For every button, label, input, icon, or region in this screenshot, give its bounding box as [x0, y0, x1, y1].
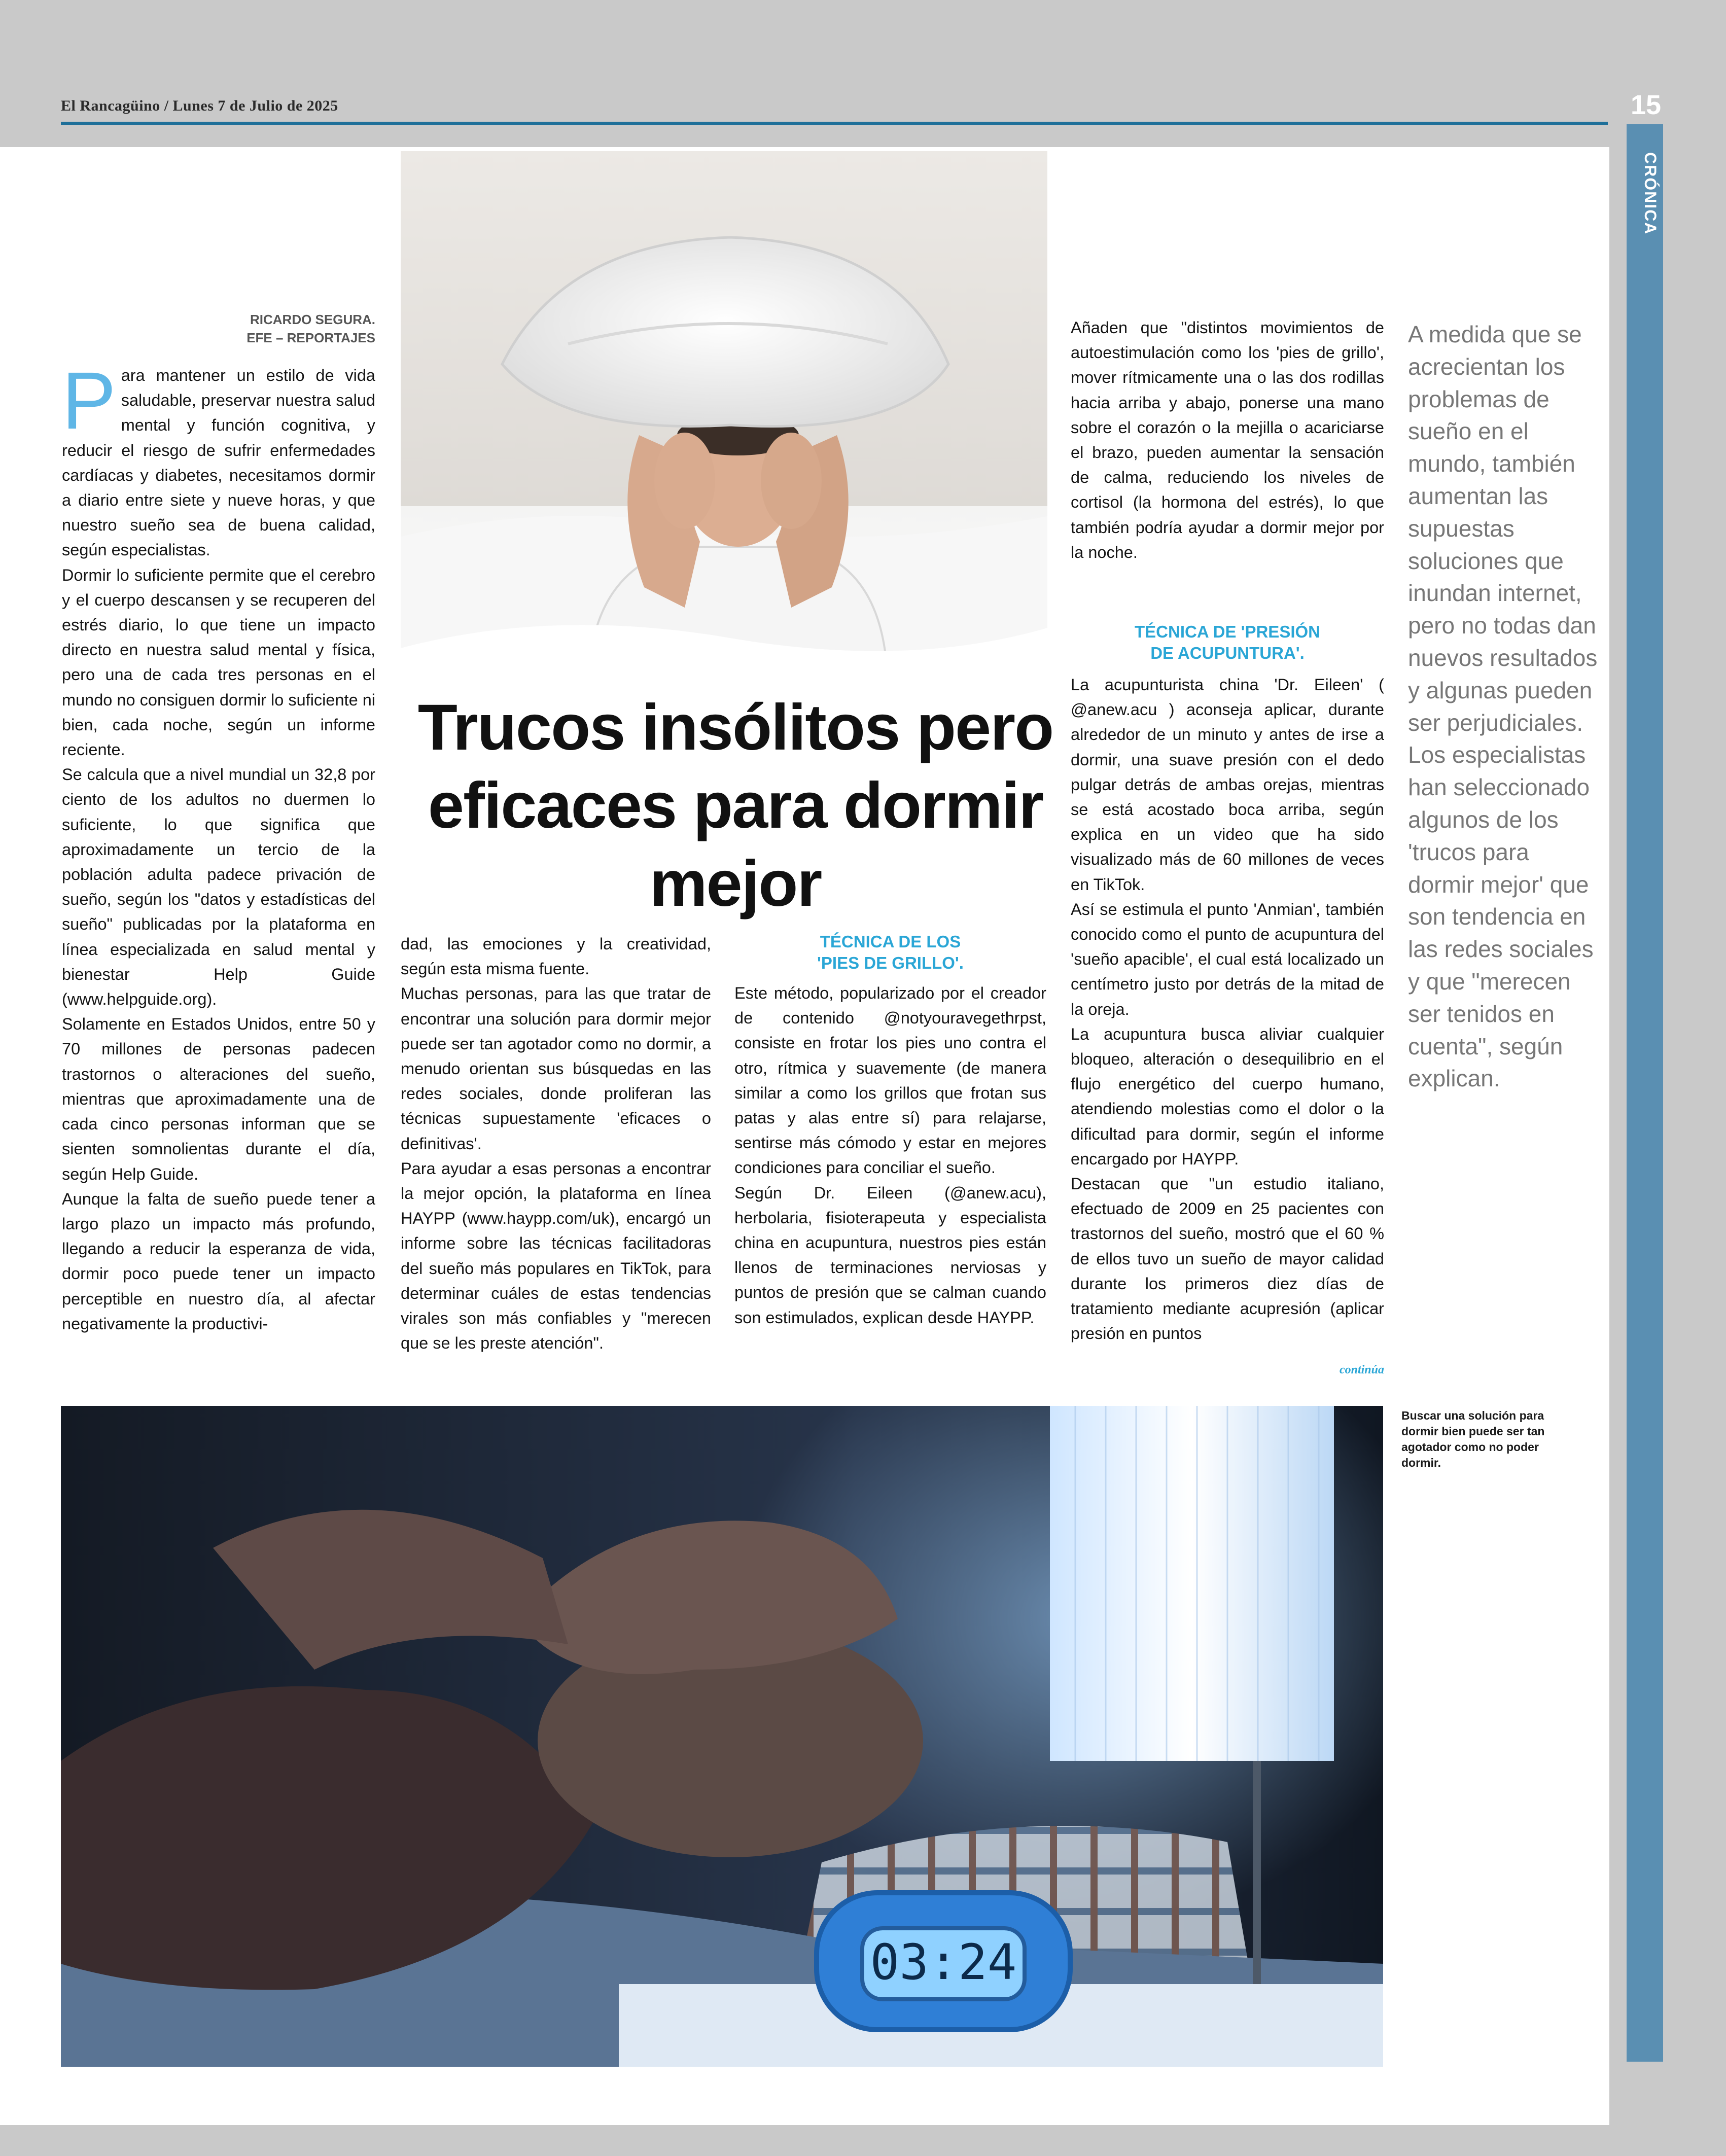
alarm-clock-display: 03:24: [870, 1934, 1017, 1991]
paragraph: Se calcula que a nivel mundial un 32,8 por ciento de los adultos no duermen lo suficiente, lo que significa que aproximadamente un tercio de la población adulta padece privación de sueño, según los "datos y estadísticas del sueño" publicadas por la plataforma en línea especializada en salud mental y bienestar Help Guide (www.helpguide.org).: [62, 765, 375, 1009]
headline: Trucos insólitos pero eficaces para dormir mejor: [417, 691, 1053, 920]
paragraph: Así se estimula el punto 'Anmian', también conocido como el punto de acupuntura del 'sueño apacible', el cual está localizado un centímetro justo por detrás de la mitad de la oreja.: [1071, 900, 1384, 1018]
paragraph: Dormir lo suficiente permite que el cerebro y el cuerpo descansen y se recuperen del estrés diario, lo que tiene un impacto directo en nuestra salud mental y física, pero una de cada tres personas en el mundo no consiguen dormir lo suficiente ni bien, cada noche, según un informe reciente.: [62, 565, 375, 759]
paragraph: La acupunturista china 'Dr. Eileen' ( @anew.acu ) aconseja aplicar, durante alrededor de un minuto y antes de irse a dormir, una suave presión con el dedo pulgar detrás de ambas orejas, mientras se está acostado boca arriba, según explica en un video que ha sido visualizado más de 60 millones de veces en TikTok.: [1071, 676, 1384, 894]
paragraph: La acupuntura busca aliviar cualquier bloqueo, alteración o desequilibrio en el flujo energético del cuerpo humano, atendiendo molestias como el dolor o la dificultad para dormir, según el informe encargado por HAYPP.: [1071, 1024, 1384, 1168]
paragraph: Según Dr. Eileen (@anew.acu), herbolaria, fisioterapeuta y especialista china en acupuntura, nuestros pies están llenos de terminaciones nerviosas y puntos de presión que se calman cuando son estimulados, explican desde HAYPP.: [734, 1183, 1046, 1327]
section-strip: [1627, 124, 1663, 2062]
paragraph: Para ayudar a esas personas a encontrar la mejor opción, la plataforma en línea HAYPP (www.haypp.com/uk), encargó un informe sobre las técnicas facilitadoras del sueño más populares en TikTok, para determinar cuáles de estas tendencias virales son más confiables y "merecen que se les preste atención".: [401, 1159, 711, 1353]
photo-sleepless-man-illustration: [61, 1406, 1383, 2067]
page-number: 15: [1630, 90, 1662, 120]
section-label: CRÓNICA: [1641, 152, 1660, 235]
subhead-pies-de-grillo: [734, 931, 1046, 974]
article-column-3: [734, 981, 1046, 1330]
continua-marker: continúa: [1339, 1363, 1384, 1376]
subhead-line: TÉCNICA DE LOS: [820, 932, 961, 951]
paragraph: dad, las emociones y la creatividad, según esta misma fuente.: [401, 935, 711, 978]
photo-man-with-pillow: [401, 151, 1047, 747]
article-column-4: [1071, 673, 1384, 1346]
drop-cap: P: [62, 355, 116, 446]
byline-agency: EFE – REPORTAJES: [246, 330, 375, 345]
article-column-1: [62, 355, 375, 1393]
paragraph: Muchas personas, para las que tratar de encontrar una solución para dormir mejor puede ser tan agotador como no dormir, a menudo orientan sus búsquedas en las redes sociales, donde proliferan las técnicas supuestamente 'eficaces o definitivas'.: [401, 984, 711, 1153]
photo-sleepless-man-alarm-clock: [61, 1406, 1383, 2067]
paragraph: Este método, popularizado por el creador de contenido @notyouravegethrpst, consiste en frotar los pies uno contra el otro, rítmica y suavemente (de manera similar a como los grillos que frotan sus patas y alas entre sí) para relajarse, sentirse más cómodo y estar en mejores condiciones para conciliar el sueño.: [734, 984, 1046, 1177]
paragraph: Añaden que "distintos movimientos de autoestimulación como los 'pies de grillo', mover rítmicamente una o las dos rodillas hacia arriba y abajo, ponerse una mano sobre el corazón o la mejilla o acariciarse el brazo, pueden aumentar la sensación de calma, reduciendo los niveles de cortisol (la hormona del estrés), lo que también podría ayudar a dormir mejor por la noche.: [1071, 319, 1384, 561]
paragraph: ara mantener un estilo de vida saludable, preservar nuestra salud mental y función cognitiva, y reducir el riesgo de sufrir enfermedades cardíacas y diabetes, necesitamos dormir a diario entre siete y nueve horas, y que nuestro sueño sea de buena calidad, según especialistas.: [62, 366, 375, 559]
article-column-4-intro: [1071, 315, 1384, 565]
masthead-rule: [61, 122, 1608, 125]
paragraph: Destacan que "un estudio italiano, efectuado de 2009 en 25 pacientes con trastornos del sueño, mostró que el 60 % de ellos tuvo un sueño de mayor calidad durante los primeros diez días de tratamiento mediante acupresión (aplicar presión en puntos: [1071, 1175, 1384, 1343]
byline-author: RICARDO SEGURA.: [250, 312, 375, 327]
photo-man-with-pillow-illustration: [401, 151, 1047, 747]
subhead-line: TÉCNICA DE 'PRESIÓN: [1135, 622, 1320, 641]
paragraph: Aunque la falta de sueño puede tener a largo plazo un impacto más profundo, llegando a reducir la esperanza de vida, dormir poco puede tener un impacto perceptible en nuestro día, al afectar negativamente la productivi-: [62, 1189, 375, 1333]
subhead-line: 'PIES DE GRILLO'.: [817, 953, 964, 972]
page-header-background: [0, 0, 1726, 147]
photo-caption: Buscar una solución para dormir bien puede ser tan agotador como no poder dormir.: [1401, 1409, 1545, 1469]
subhead-line: DE ACUPUNTURA'.: [1150, 644, 1305, 662]
subhead-presion-acupuntura: [1071, 621, 1384, 664]
masthead: El Rancagüino / Lunes 7 de Julio de 2025: [61, 97, 338, 114]
pull-quote: A medida que se acrecientan los problemas de sueño en el mundo, también aumentan las supuestas soluciones que inundan internet, pero no todas dan nuevos resultados y algunas pueden ser perjudiciales. Los especialistas han seleccionado algunos de los 'trucos para dormir mejor' que son tendencia en las redes sociales y que "merecen ser tenidos en cuenta", según explican.: [1408, 321, 1598, 1092]
article-column-2: [401, 932, 711, 1393]
paragraph: Solamente en Estados Unidos, entre 50 y 70 millones de personas padecen trastornos o alteraciones del sueño, mientras que aproximadamente una de cada cinco personas informan que se sienten somnolientas durante el día, según Help Guide.: [62, 1015, 375, 1183]
